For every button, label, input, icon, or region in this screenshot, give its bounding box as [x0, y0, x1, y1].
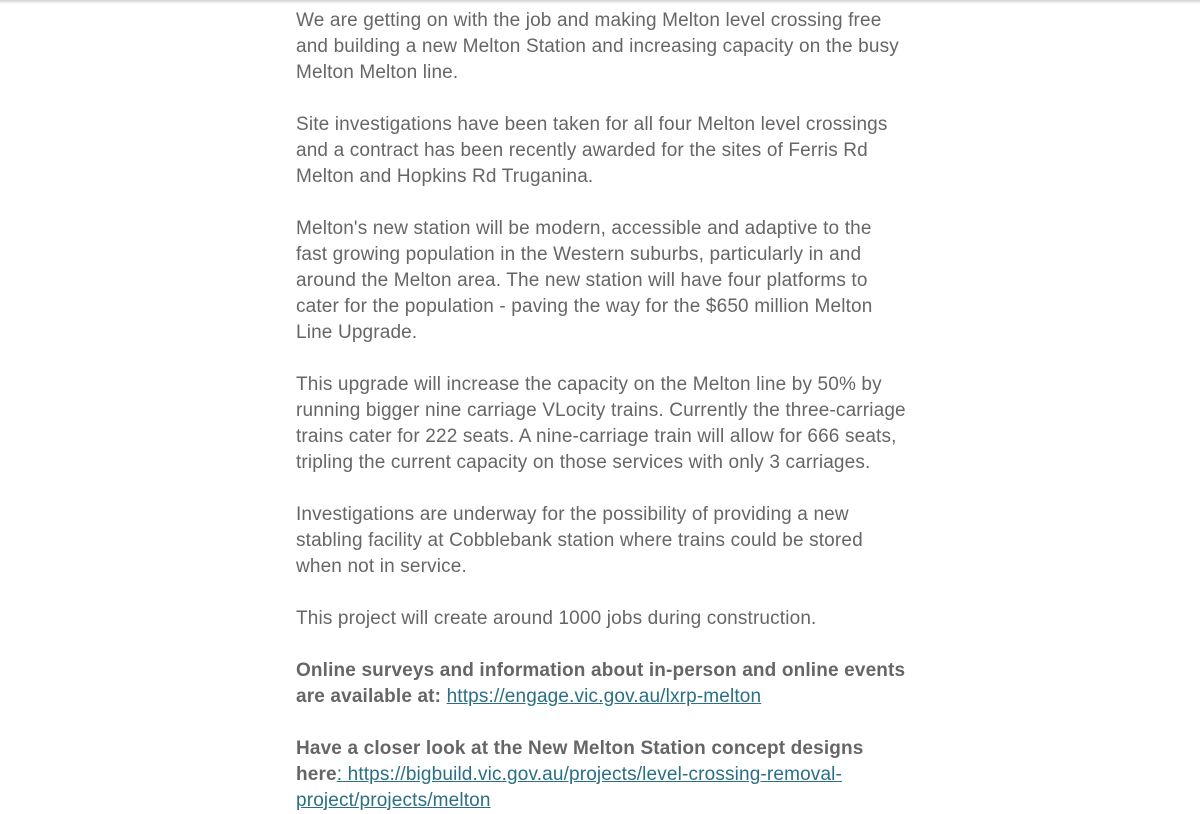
top-edge-shadow — [0, 0, 1200, 4]
bigbuild-link-colon: : — [336, 764, 343, 785]
engage-link[interactable]: https://engage.vic.gov.au/lxrp-melton — [446, 686, 762, 707]
bigbuild-link-url: https://bigbuild.vic.gov.au/projects/level-crossing-removal-project/projects/melton — [296, 764, 843, 811]
bigbuild-link[interactable] — [296, 764, 842, 811]
surveys-paragraph — [296, 658, 908, 710]
article-body — [296, 8, 908, 814]
paragraph-level-crossing: We are getting on with the job and making Melton level crossing free and building a new Melton Station and increasing capacity on the busy Melton Melton line. — [296, 10, 899, 83]
designs-paragraph — [296, 736, 908, 814]
paragraph-jobs: This project will create around 1000 jobs during construction. — [296, 608, 817, 629]
designs-text: Have a closer look at the New Melton Station concept designs here — [296, 738, 864, 785]
paragraph-stabling-facility: Investigations are underway for the possibility of providing a new stabling facility at Cobblebank station where trains could be stored when not in service. — [296, 504, 863, 577]
paragraph-site-investigations: Site investigations have been taken for all four Melton level crossings and a contract has been recently awarded for the sites of Ferris Rd Melton and Hopkins Rd Truganina. — [296, 114, 888, 187]
surveys-text: Online surveys and information about in-person and online events are available at: — [296, 660, 906, 707]
paragraph-capacity-upgrade: This upgrade will increase the capacity on the Melton line by 50% by running bigger nine carriage VLocity trains. Currently the three-carriage trains cater for 222 seats. A nine-carriage train will allow for 666 seats, tripling the current capacity on those services with only 3 carriages. — [296, 374, 906, 473]
paragraph-new-station: Melton's new station will be modern, accessible and adaptive to the fast growing population in the Western suburbs, particularly in and around the Melton area. The new station will have four platforms to cater for the population - paving the way for the $650 million Melton Line Upgrade. — [296, 218, 873, 343]
